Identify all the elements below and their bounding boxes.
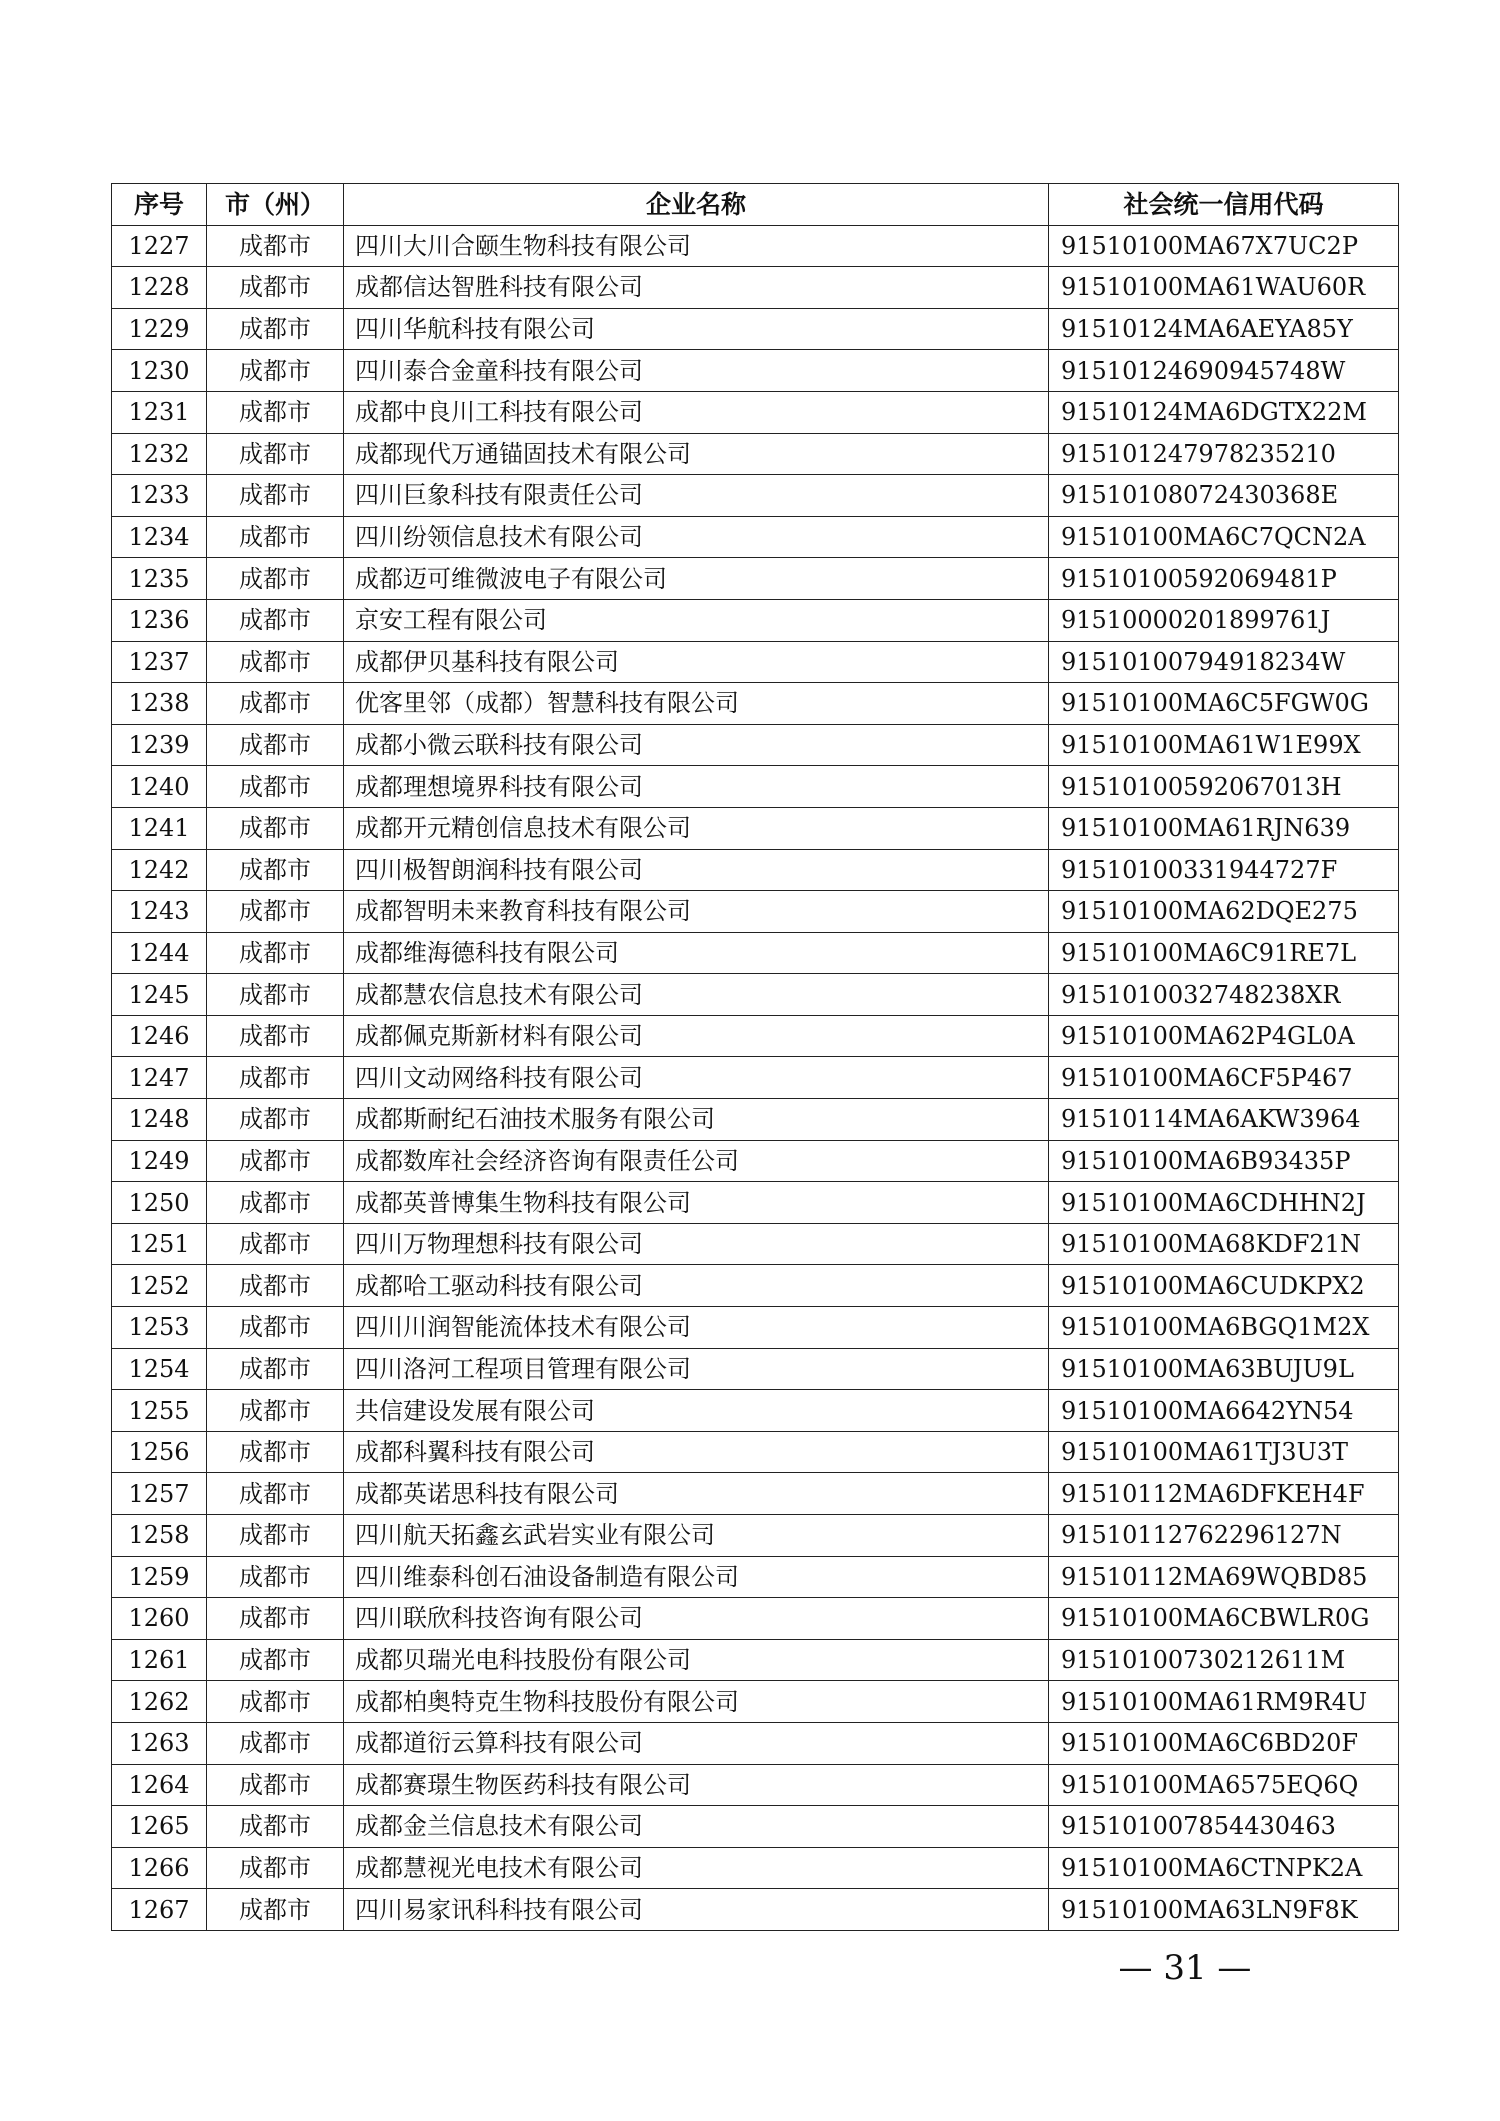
cell-company-name: 成都赛璟生物医药科技有限公司	[344, 1764, 1049, 1806]
cell-credit-code: 91510100794918234W	[1049, 641, 1399, 683]
cell-company-name: 成都智明未来教育科技有限公司	[344, 891, 1049, 933]
cell-credit-code: 9151010032748238XR	[1049, 974, 1399, 1016]
cell-credit-code: 91510100MA61TJ3U3T	[1049, 1431, 1399, 1473]
cell-company-name: 成都中良川工科技有限公司	[344, 391, 1049, 433]
cell-seq: 1246	[112, 1015, 207, 1057]
cell-seq: 1251	[112, 1223, 207, 1265]
table-row	[112, 1473, 1399, 1515]
table-row	[112, 1182, 1399, 1224]
cell-company-name: 成都伊贝基科技有限公司	[344, 641, 1049, 683]
cell-company-name: 成都柏奥特克生物科技股份有限公司	[344, 1681, 1049, 1723]
cell-credit-code: 91510100MA61WAU60R	[1049, 267, 1399, 309]
cell-seq: 1237	[112, 641, 207, 683]
cell-credit-code: 91510100MA6CTNPK2A	[1049, 1847, 1399, 1889]
cell-seq: 1227	[112, 225, 207, 267]
cell-city: 成都市	[207, 1390, 344, 1432]
cell-company-name: 四川泰合金童科技有限公司	[344, 350, 1049, 392]
table-row	[112, 558, 1399, 600]
cell-company-name: 成都慧视光电技术有限公司	[344, 1847, 1049, 1889]
cell-seq: 1265	[112, 1806, 207, 1848]
cell-credit-code: 91510100MA6642YN54	[1049, 1390, 1399, 1432]
cell-company-name: 四川川润智能流体技术有限公司	[344, 1307, 1049, 1349]
table-row	[112, 932, 1399, 974]
table-row	[112, 1265, 1399, 1307]
cell-company-name: 优客里邻（成都）智慧科技有限公司	[344, 683, 1049, 725]
cell-seq: 1235	[112, 558, 207, 600]
page-number: — 31 —	[1118, 1948, 1252, 1988]
table-row	[112, 350, 1399, 392]
cell-credit-code: 91510100592067013H	[1049, 766, 1399, 808]
cell-city: 成都市	[207, 475, 344, 517]
table-row	[112, 1639, 1399, 1681]
cell-credit-code: 91510100MA6B93435P	[1049, 1140, 1399, 1182]
cell-seq: 1230	[112, 350, 207, 392]
cell-credit-code: 91510112762296127N	[1049, 1515, 1399, 1557]
table-row	[112, 1140, 1399, 1182]
cell-seq: 1239	[112, 724, 207, 766]
table-row	[112, 1722, 1399, 1764]
cell-city: 成都市	[207, 849, 344, 891]
table-row	[112, 1889, 1399, 1931]
cell-seq: 1232	[112, 433, 207, 475]
cell-company-name: 四川巨象科技有限责任公司	[344, 475, 1049, 517]
table-row	[112, 308, 1399, 350]
cell-city: 成都市	[207, 1140, 344, 1182]
cell-city: 成都市	[207, 1806, 344, 1848]
cell-credit-code: 91510112MA6DFKEH4F	[1049, 1473, 1399, 1515]
cell-credit-code: 91510100MA62DQE275	[1049, 891, 1399, 933]
cell-company-name: 成都数库社会经济咨询有限责任公司	[344, 1140, 1049, 1182]
cell-company-name: 成都英普博集生物科技有限公司	[344, 1182, 1049, 1224]
cell-city: 成都市	[207, 1182, 344, 1224]
cell-company-name: 成都现代万通锚固技术有限公司	[344, 433, 1049, 475]
cell-credit-code: 91510000201899761J	[1049, 599, 1399, 641]
cell-seq: 1244	[112, 932, 207, 974]
table-row	[112, 1764, 1399, 1806]
cell-credit-code: 91510100MA6C6BD20F	[1049, 1722, 1399, 1764]
table-row	[112, 1307, 1399, 1349]
table-row	[112, 267, 1399, 309]
cell-seq: 1259	[112, 1556, 207, 1598]
cell-credit-code: 91510100MA63BUJU9L	[1049, 1348, 1399, 1390]
cell-company-name: 成都理想境界科技有限公司	[344, 766, 1049, 808]
cell-city: 成都市	[207, 932, 344, 974]
table-row	[112, 1556, 1399, 1598]
cell-company-name: 四川维泰科创石油设备制造有限公司	[344, 1556, 1049, 1598]
cell-city: 成都市	[207, 974, 344, 1016]
cell-seq: 1260	[112, 1598, 207, 1640]
table-row	[112, 1847, 1399, 1889]
cell-seq: 1240	[112, 766, 207, 808]
cell-seq: 1247	[112, 1057, 207, 1099]
cell-company-name: 四川洛河工程项目管理有限公司	[344, 1348, 1049, 1390]
cell-seq: 1254	[112, 1348, 207, 1390]
enterprise-table	[111, 183, 1399, 1931]
cell-city: 成都市	[207, 1099, 344, 1141]
table-row	[112, 766, 1399, 808]
cell-company-name: 成都科翼科技有限公司	[344, 1431, 1049, 1473]
cell-company-name: 四川航天拓鑫玄武岩实业有限公司	[344, 1515, 1049, 1557]
cell-seq: 1263	[112, 1722, 207, 1764]
table-row	[112, 433, 1399, 475]
cell-credit-code: 91510100MA68KDF21N	[1049, 1223, 1399, 1265]
cell-company-name: 成都贝瑞光电科技股份有限公司	[344, 1639, 1049, 1681]
table-header-row	[112, 184, 1399, 226]
cell-seq: 1253	[112, 1307, 207, 1349]
cell-credit-code: 91510100MA6BGQ1M2X	[1049, 1307, 1399, 1349]
cell-city: 成都市	[207, 1057, 344, 1099]
cell-seq: 1238	[112, 683, 207, 725]
cell-credit-code: 91510100MA6CBWLR0G	[1049, 1598, 1399, 1640]
cell-seq: 1267	[112, 1889, 207, 1931]
cell-company-name: 四川纷领信息技术有限公司	[344, 516, 1049, 558]
cell-company-name: 四川华航科技有限公司	[344, 308, 1049, 350]
cell-city: 成都市	[207, 1639, 344, 1681]
cell-credit-code: 91510100MA6CUDKPX2	[1049, 1265, 1399, 1307]
cell-city: 成都市	[207, 267, 344, 309]
cell-credit-code: 91510100592069481P	[1049, 558, 1399, 600]
cell-company-name: 四川联欣科技咨询有限公司	[344, 1598, 1049, 1640]
table-row	[112, 683, 1399, 725]
cell-company-name: 成都信达智胜科技有限公司	[344, 267, 1049, 309]
cell-credit-code: 91510124MA6DGTX22M	[1049, 391, 1399, 433]
cell-seq: 1252	[112, 1265, 207, 1307]
cell-company-name: 成都金兰信息技术有限公司	[344, 1806, 1049, 1848]
table-row	[112, 849, 1399, 891]
cell-city: 成都市	[207, 1265, 344, 1307]
cell-city: 成都市	[207, 1889, 344, 1931]
cell-credit-code: 91510124MA6AEYA85Y	[1049, 308, 1399, 350]
table-row	[112, 475, 1399, 517]
table-row	[112, 1515, 1399, 1557]
cell-seq: 1231	[112, 391, 207, 433]
cell-company-name: 成都维海德科技有限公司	[344, 932, 1049, 974]
cell-city: 成都市	[207, 433, 344, 475]
table-row	[112, 807, 1399, 849]
cell-credit-code: 91510100MA6C5FGW0G	[1049, 683, 1399, 725]
cell-company-name: 成都迈可维微波电子有限公司	[344, 558, 1049, 600]
table-row	[112, 974, 1399, 1016]
table-row	[112, 225, 1399, 267]
cell-city: 成都市	[207, 1847, 344, 1889]
cell-city: 成都市	[207, 1431, 344, 1473]
cell-company-name: 四川万物理想科技有限公司	[344, 1223, 1049, 1265]
cell-company-name: 成都英诺思科技有限公司	[344, 1473, 1049, 1515]
cell-city: 成都市	[207, 599, 344, 641]
cell-city: 成都市	[207, 1473, 344, 1515]
table-row	[112, 1806, 1399, 1848]
cell-credit-code: 91510124690945748W	[1049, 350, 1399, 392]
cell-credit-code: 91510100331944727F	[1049, 849, 1399, 891]
cell-seq: 1236	[112, 599, 207, 641]
cell-seq: 1228	[112, 267, 207, 309]
header-seq: 序号	[112, 184, 207, 226]
cell-city: 成都市	[207, 724, 344, 766]
cell-city: 成都市	[207, 766, 344, 808]
cell-credit-code: 91510100MA6C91RE7L	[1049, 932, 1399, 974]
table-row	[112, 1681, 1399, 1723]
cell-seq: 1258	[112, 1515, 207, 1557]
cell-city: 成都市	[207, 891, 344, 933]
cell-company-name: 成都道衍云算科技有限公司	[344, 1722, 1049, 1764]
table-row	[112, 724, 1399, 766]
cell-credit-code: 91510114MA6AKW3964	[1049, 1099, 1399, 1141]
cell-credit-code: 91510100MA6575EQ6Q	[1049, 1764, 1399, 1806]
cell-company-name: 京安工程有限公司	[344, 599, 1049, 641]
table-row	[112, 1099, 1399, 1141]
cell-seq: 1245	[112, 974, 207, 1016]
cell-city: 成都市	[207, 1223, 344, 1265]
table-row	[112, 1348, 1399, 1390]
cell-company-name: 共信建设发展有限公司	[344, 1390, 1049, 1432]
cell-seq: 1264	[112, 1764, 207, 1806]
cell-city: 成都市	[207, 1556, 344, 1598]
cell-seq: 1257	[112, 1473, 207, 1515]
cell-city: 成都市	[207, 1722, 344, 1764]
cell-city: 成都市	[207, 1515, 344, 1557]
cell-seq: 1261	[112, 1639, 207, 1681]
table-row	[112, 1390, 1399, 1432]
cell-credit-code: 91510100MA63LN9F8K	[1049, 1889, 1399, 1931]
table-row	[112, 516, 1399, 558]
cell-company-name: 四川极智朗润科技有限公司	[344, 849, 1049, 891]
table-row	[112, 1431, 1399, 1473]
table-row	[112, 891, 1399, 933]
cell-credit-code: 91510112MA69WQBD85	[1049, 1556, 1399, 1598]
cell-credit-code: 915101247978235210	[1049, 433, 1399, 475]
cell-credit-code: 915101007854430463	[1049, 1806, 1399, 1848]
cell-company-name: 成都慧农信息技术有限公司	[344, 974, 1049, 1016]
table-row	[112, 391, 1399, 433]
header-city: 市（州）	[207, 184, 344, 226]
cell-city: 成都市	[207, 516, 344, 558]
cell-company-name: 成都佩克斯新材料有限公司	[344, 1015, 1049, 1057]
cell-city: 成都市	[207, 308, 344, 350]
cell-credit-code: 91510100MA6CF5P467	[1049, 1057, 1399, 1099]
table-row	[112, 641, 1399, 683]
cell-seq: 1262	[112, 1681, 207, 1723]
table-row	[112, 1057, 1399, 1099]
cell-company-name: 成都哈工驱动科技有限公司	[344, 1265, 1049, 1307]
cell-seq: 1243	[112, 891, 207, 933]
cell-credit-code: 91510108072430368E	[1049, 475, 1399, 517]
cell-credit-code: 91510100MA6CDHHN2J	[1049, 1182, 1399, 1224]
table-row	[112, 599, 1399, 641]
cell-company-name: 成都开元精创信息技术有限公司	[344, 807, 1049, 849]
cell-city: 成都市	[207, 641, 344, 683]
table-body	[112, 225, 1399, 1930]
table-row	[112, 1598, 1399, 1640]
cell-city: 成都市	[207, 1348, 344, 1390]
cell-credit-code: 91510100MA62P4GL0A	[1049, 1015, 1399, 1057]
cell-seq: 1234	[112, 516, 207, 558]
cell-credit-code: 91510100MA61RM9R4U	[1049, 1681, 1399, 1723]
cell-credit-code: 91510100MA61W1E99X	[1049, 724, 1399, 766]
cell-credit-code: 91510100MA6C7QCN2A	[1049, 516, 1399, 558]
cell-company-name: 四川文动网络科技有限公司	[344, 1057, 1049, 1099]
cell-credit-code: 91510100730212611M	[1049, 1639, 1399, 1681]
cell-city: 成都市	[207, 683, 344, 725]
cell-city: 成都市	[207, 1681, 344, 1723]
cell-company-name: 四川大川合颐生物科技有限公司	[344, 225, 1049, 267]
cell-seq: 1255	[112, 1390, 207, 1432]
cell-seq: 1241	[112, 807, 207, 849]
cell-credit-code: 91510100MA67X7UC2P	[1049, 225, 1399, 267]
cell-city: 成都市	[207, 225, 344, 267]
cell-city: 成都市	[207, 1764, 344, 1806]
header-credit-code: 社会统一信用代码	[1049, 184, 1399, 226]
cell-city: 成都市	[207, 558, 344, 600]
cell-city: 成都市	[207, 350, 344, 392]
cell-credit-code: 91510100MA61RJN639	[1049, 807, 1399, 849]
cell-seq: 1242	[112, 849, 207, 891]
cell-company-name: 四川易家讯科科技有限公司	[344, 1889, 1049, 1931]
cell-seq: 1256	[112, 1431, 207, 1473]
table-row	[112, 1223, 1399, 1265]
table-row	[112, 1015, 1399, 1057]
cell-seq: 1229	[112, 308, 207, 350]
cell-city: 成都市	[207, 807, 344, 849]
cell-city: 成都市	[207, 1015, 344, 1057]
cell-seq: 1266	[112, 1847, 207, 1889]
cell-company-name: 成都小微云联科技有限公司	[344, 724, 1049, 766]
cell-seq: 1233	[112, 475, 207, 517]
cell-city: 成都市	[207, 1307, 344, 1349]
cell-company-name: 成都斯耐纪石油技术服务有限公司	[344, 1099, 1049, 1141]
cell-city: 成都市	[207, 1598, 344, 1640]
cell-city: 成都市	[207, 391, 344, 433]
cell-seq: 1248	[112, 1099, 207, 1141]
header-company-name: 企业名称	[344, 184, 1049, 226]
cell-seq: 1249	[112, 1140, 207, 1182]
cell-seq: 1250	[112, 1182, 207, 1224]
